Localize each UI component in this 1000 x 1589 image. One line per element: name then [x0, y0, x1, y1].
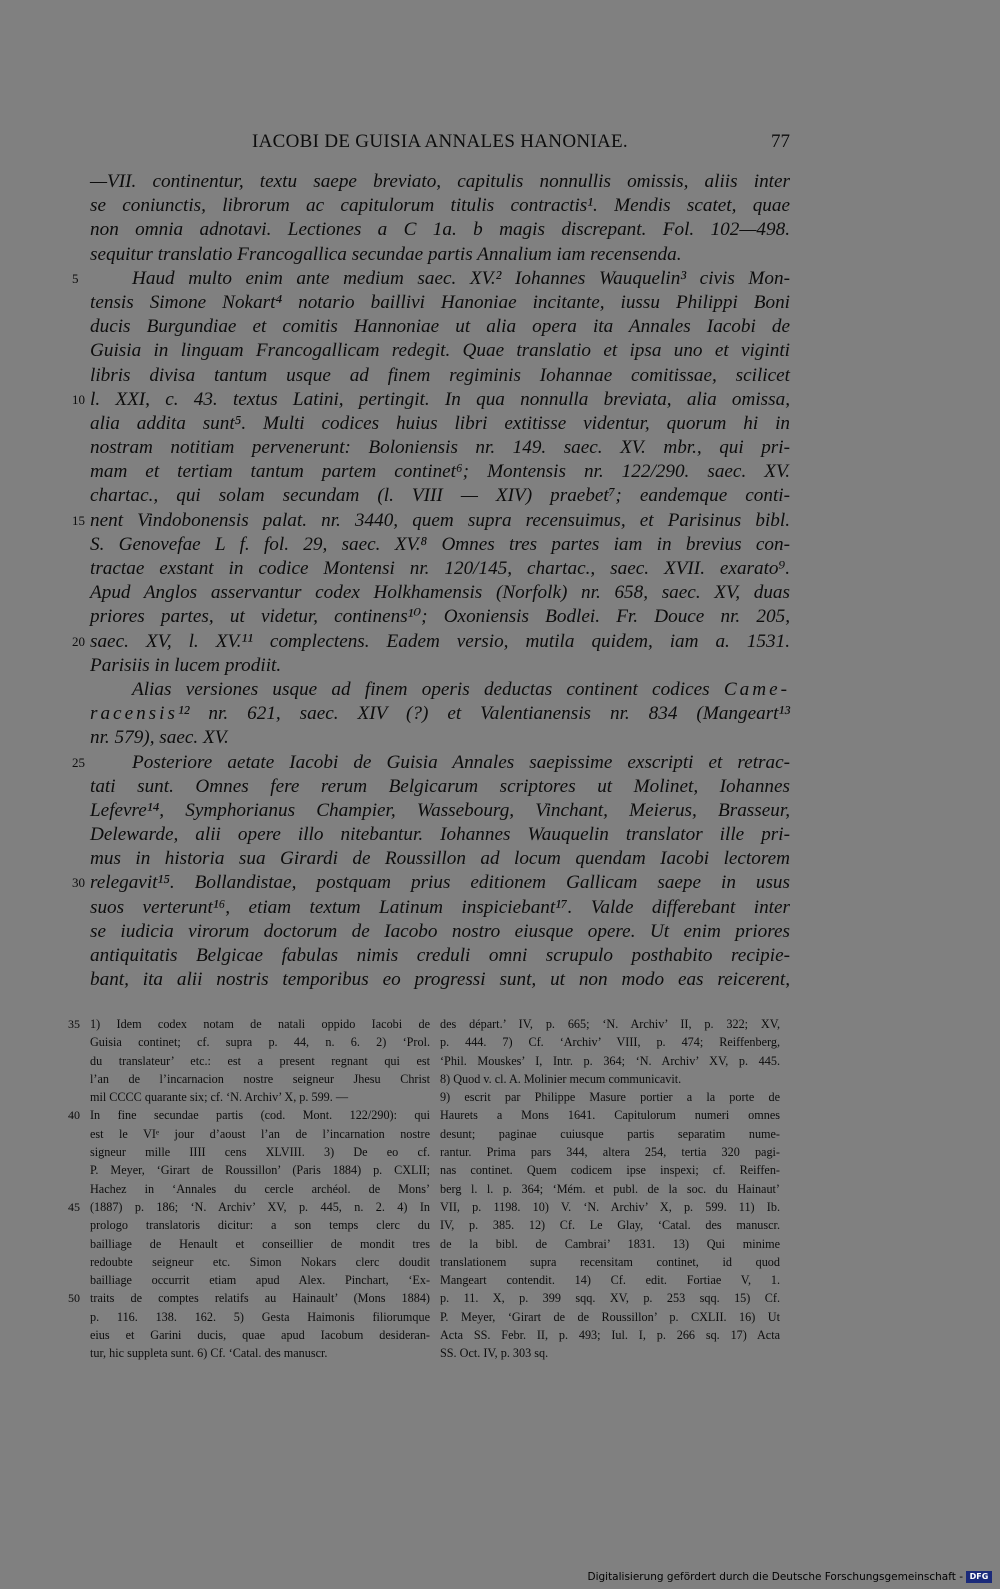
line-text: se coniunctis, librorum ac capitulorum titulis contractis¹. Mendis scatet, quae	[90, 195, 790, 217]
spaced-text: racensis	[90, 703, 178, 725]
line-text: P. Meyer, ‘Girart de Roussillon’ (Paris 1884) p. CXLII;	[90, 1163, 430, 1178]
text-line	[0, 412, 1000, 436]
line-text: (1887) p. 186; ‘N. Archiv’ XV, p. 445, n. 2. 4) In	[90, 1199, 430, 1214]
text-line	[0, 871, 1000, 895]
line-text: Guisia in linguam Francogallicam redegit. Quae translatio et ipsa uno et viginti	[90, 340, 790, 362]
line-text: ducis Burgundiae et comitis Hannoniae ut alia opera ita Annales Iacobi de	[90, 316, 790, 338]
line-text: est le VIᵉ jour d’aoust l’an de l’incarnation nostre	[90, 1126, 430, 1141]
text-line	[0, 170, 1000, 194]
main-text-block	[0, 170, 1000, 992]
text-line	[0, 218, 1000, 242]
line-text: Haud multo enim ante medium saec. XV.² Iohannes Wauquelin³ civis Mon-	[132, 267, 790, 289]
line-number: 40	[68, 1108, 80, 1123]
line-text: tati sunt. Omnes fere rerum Belgicarum scriptores ut Molinet, Iohannes	[90, 775, 790, 797]
line-text	[90, 702, 790, 726]
line-text: de la bibl. de Cambrai’ 1831. 13) Qui minime	[440, 1236, 780, 1251]
footnote-line	[90, 1271, 430, 1289]
spaced-text: Came-	[723, 678, 790, 700]
footnote-line	[440, 1070, 780, 1088]
text-line	[0, 291, 1000, 315]
text-line	[0, 364, 1000, 388]
footnote-line	[68, 1015, 430, 1033]
line-text: 9) escrit par Philippe Masure portier a la porte de	[440, 1090, 780, 1105]
text-line	[0, 968, 1000, 992]
text-line	[0, 533, 1000, 557]
text-line	[0, 847, 1000, 871]
footnote-line	[440, 1235, 780, 1253]
footnote-line	[90, 1070, 430, 1088]
footnote-line	[90, 1344, 430, 1362]
line-text: Apud Anglos asservantur codex Holkhamensis (Norfolk) nr. 658, saec. XV, duas	[90, 582, 790, 604]
text-line	[0, 194, 1000, 218]
text-line	[0, 630, 1000, 654]
line-text: Parisiis in lucem prodiit.	[90, 654, 282, 676]
line-text: non omnia adnotavi. Lectiones a C 1a. b magis discrepant. Fol. 102—498.	[90, 219, 790, 241]
line-text: Haurets a Mons 1641. Capitulorum numeri omnes	[440, 1108, 780, 1123]
line-text: Posteriore aetate Iacobi de Guisia Annales saepissime exscripti et retrac-	[132, 751, 790, 773]
line-text: p. 444. 7) Cf. ‘Archiv’ VIII, p. 474; Reiffenberg,	[440, 1035, 780, 1050]
line-text: tur, hic suppleta sunt. 6) Cf. ‘Catal. des manuscr.	[90, 1346, 328, 1361]
line-text: —VII. continentur, textu saepe breviato, capitulis nonnullis omissis, aliis inter	[90, 171, 790, 192]
text-line	[0, 751, 1000, 775]
text-line	[0, 775, 1000, 799]
text-line	[0, 678, 1000, 702]
dfg-credit	[587, 1571, 992, 1583]
line-text: translationem supra recensitam continet, id quod	[440, 1254, 780, 1269]
text-line	[0, 339, 1000, 363]
line-text: suos verterunt¹⁶, etiam textum Latinum inspiciebant¹⁷. Valde differebant inter	[90, 896, 790, 918]
footnote-line	[90, 1180, 430, 1198]
text-line	[0, 557, 1000, 581]
text-line	[0, 944, 1000, 968]
line-text: P. Meyer, ‘Girart de de Roussillon’ p. CXLII. 16) Ut	[440, 1309, 780, 1324]
line-text: eius et Garini ducis, quae apud Iacobum desideran-	[90, 1328, 430, 1343]
footnote-line	[90, 1308, 430, 1326]
line-number: 25	[72, 754, 85, 770]
footnote-line	[90, 1052, 430, 1070]
text-line	[0, 315, 1000, 339]
footnote-line	[90, 1253, 430, 1271]
footnote-line	[440, 1161, 780, 1179]
line-number: 10	[72, 391, 85, 407]
line-text: tensis Simone Nokart⁴ notario baillivi Hanoniae incitante, iussu Philippi Boni	[90, 291, 790, 313]
text-line	[0, 605, 1000, 629]
line-number: 35	[68, 1017, 80, 1031]
footnote-line	[90, 1088, 430, 1106]
dfg-credit-text: Digitalisierung gefördert durch die Deutsche Forschungsgemeinschaft -	[587, 1571, 963, 1583]
line-text: SS. Oct. IV, p. 303 sq.	[440, 1346, 549, 1361]
line-text: nr. 579), saec. XV.	[90, 727, 229, 749]
footnote-line	[440, 1216, 780, 1234]
footnote-line	[440, 1289, 780, 1307]
line-text: bailliage de Henault et conseillier de mondit tres	[90, 1236, 430, 1251]
footnote-line	[90, 1033, 430, 1051]
text-line	[0, 920, 1000, 944]
text-line	[0, 267, 1000, 291]
line-text: saec. XV, l. XV.¹¹ complectens. Eadem versio, mutila quidem, iam a. 1531.	[90, 630, 790, 652]
line-number: 20	[72, 633, 85, 649]
line-text: 8) Quod v. cl. A. Molinier mecum communicavit.	[440, 1071, 682, 1086]
line-text: mus in historia sua Girardi de Roussillon ad locum quendam Iacobi lectorem	[90, 848, 790, 870]
line-number: 30	[72, 875, 85, 891]
footnote-line	[90, 1235, 430, 1253]
line-text: nas continet. Quem codicem ipse inspexi; cf. Reiffen-	[440, 1163, 780, 1178]
text-line	[0, 388, 1000, 412]
line-text: Mangeart contendit. 14) Cf. edit. Fortiae V, 1.	[440, 1273, 780, 1288]
line-text: priores partes, ut videtur, continens¹⁰; Oxoniensis Bodlei. Fr. Douce nr. 205,	[90, 606, 790, 628]
footnote-line	[440, 1198, 780, 1216]
line-number: 15	[72, 512, 85, 528]
footnote-line	[68, 1106, 430, 1124]
footnote-line	[68, 1289, 430, 1307]
line-text: bant, ita alii nostris temporibus eo progressi sunt, ut non modo eas reicerent,	[90, 969, 790, 991]
footnote-line	[440, 1271, 780, 1289]
line-text: se iudicia virorum doctorum de Iacobo nostro eiusque opere. Ut enim priores	[90, 920, 790, 942]
line-text: Delewarde, alii opere illo nitebantur. Iohannes Wauquelin translator ille pri-	[90, 824, 790, 846]
line-text: berg l. l. p. 364; ‘Mém. et publ. de la soc. du Hainaut’	[440, 1181, 780, 1196]
line-text: l. XXI, c. 43. textus Latini, pertingit. In qua nonnulla breviata, alia omissa,	[90, 388, 790, 410]
text-line	[0, 484, 1000, 508]
text-line	[0, 654, 1000, 678]
footnote-line	[90, 1326, 430, 1344]
line-text: 1) Idem codex notam de natali oppido Iacobi de	[90, 1017, 430, 1031]
footnote-line	[440, 1125, 780, 1143]
line-text: du translateur’ etc.: est a present regnant qui est	[90, 1053, 430, 1068]
footnotes-right-column	[440, 1015, 780, 1363]
line-text: tractae exstant in codice Montensi nr. 120/145, chartac., saec. XVII. exarato⁹.	[90, 558, 790, 579]
line-text-part: ¹² nr. 621, saec. XIV (?) et Valentianensis nr. 834 (Mangeart¹³	[177, 703, 790, 725]
running-title: IACOBI DE GUISIA ANNALES HANONIAE.	[252, 131, 628, 152]
line-text: libris divisa tantum usque ad finem regiminis Iohannae comitissae, scilicet	[90, 364, 790, 386]
footnote-line	[440, 1180, 780, 1198]
footnote-line	[90, 1216, 430, 1234]
footnote-line	[440, 1106, 780, 1124]
line-text: redoubte seigneur etc. Simon Nokars clerc doudit	[90, 1254, 430, 1269]
line-text: alia addita sunt⁵. Multi codices huius libri extitisse videntur, quorum hi in	[90, 412, 790, 434]
line-text	[132, 678, 790, 702]
line-text: VII, p. 1198. 10) V. ‘N. Archiv’ X, p. 599. 11) Ib.	[440, 1199, 780, 1214]
text-line	[0, 896, 1000, 920]
text-line	[0, 702, 1000, 726]
line-text: Lefevre¹⁴, Symphorianus Champier, Wassebourg, Vinchant, Meierus, Brasseur,	[90, 799, 790, 821]
page-number: 77	[771, 131, 790, 152]
line-text: Hachez in ‘Annales du cercle archéol. de Mons’	[90, 1181, 430, 1196]
text-line	[0, 823, 1000, 847]
line-text: signeur mille IIII cens XLVIII. 3) De eo cf.	[90, 1145, 430, 1160]
line-text: Acta SS. Febr. II, p. 493; Iul. I, p. 266 sq. 17) Acta	[440, 1328, 780, 1343]
dfg-logo: DFG	[966, 1571, 992, 1583]
line-text-part: Alias versiones usque ad finem operis deductas continent codices	[132, 678, 724, 700]
page-header	[90, 131, 790, 157]
line-text: IV, p. 385. 12) Cf. Le Glay, ‘Catal. des manuscr.	[440, 1218, 780, 1233]
footnote-line	[90, 1125, 430, 1143]
line-text: l’an de l’incarnacion nostre seigneur Jhesu Christ	[90, 1071, 430, 1086]
footnote-line	[90, 1143, 430, 1161]
line-text: mil CCCC quarante six; cf. ‘N. Archiv’ X, p. 599. —	[90, 1090, 349, 1105]
line-text: ‘Phil. Mouskes’ I, Intr. p. 364; ‘N. Archiv’ XV, p. 445.	[440, 1053, 780, 1068]
footnote-line	[440, 1015, 780, 1033]
line-text: desunt; paginae cuiusque partis separatim nume-	[440, 1126, 780, 1141]
line-text: bailliage occurrit etiam apud Alex. Pinchart, ‘Ex-	[90, 1273, 430, 1288]
footnote-line	[440, 1052, 780, 1070]
line-text: nent Vindobonensis palat. nr. 3440, quem supra recensuimus, et Parisinus bibl.	[90, 509, 790, 531]
line-number: 50	[68, 1291, 80, 1306]
text-line	[0, 509, 1000, 533]
text-line	[0, 460, 1000, 484]
text-line	[0, 726, 1000, 750]
footnote-line	[440, 1033, 780, 1051]
footnote-line	[440, 1088, 780, 1106]
footnotes-left-column	[68, 1015, 430, 1363]
line-text: nostram notitiam pervenerunt: Boloniensis nr. 149. saec. XV. mbr., qui pri-	[90, 437, 790, 459]
line-text: mam et tertiam tantum partem continet⁶; Montensis nr. 122/290. saec. XV.	[90, 461, 790, 483]
text-line	[0, 436, 1000, 460]
line-text: des départ.’ IV, p. 665; ‘N. Archiv’ II, p. 322; XV,	[440, 1017, 780, 1031]
line-text: p. 116. 138. 162. 5) Gesta Haimonis filiorumque	[90, 1309, 430, 1324]
text-line	[0, 799, 1000, 823]
footnote-line	[440, 1253, 780, 1271]
line-text: In fine secundae partis (cod. Mont. 122/290): qui	[90, 1108, 430, 1123]
line-number: 45	[68, 1199, 80, 1214]
line-text: rantur. Prima pars 344, altera 254, tertia 320 pagi-	[440, 1145, 780, 1160]
line-text: relegavit¹⁵. Bollandistae, postquam prius editionem Gallicam saepe in usus	[90, 872, 790, 894]
footnote-line	[440, 1308, 780, 1326]
line-text: prologo translatoris dicitur: a son temps clerc du	[90, 1218, 430, 1233]
footnote-line	[90, 1161, 430, 1179]
text-line	[0, 581, 1000, 605]
line-text: chartac., qui solam secundam (l. VIII — XIV) praebet⁷; eandemque conti-	[90, 485, 790, 507]
line-text: antiquitatis Belgicae fabulas nimis creduli omni scrupulo posthabito recipie-	[90, 945, 790, 966]
footnote-line	[440, 1326, 780, 1344]
footnote-line	[440, 1143, 780, 1161]
footnote-line	[68, 1198, 430, 1216]
line-number: 5	[72, 270, 79, 286]
line-text: sequitur translatio Francogallica secundae partis Annalium iam recensenda.	[90, 243, 682, 265]
line-text: S. Genovefae L f. fol. 29, saec. XV.⁸ Omnes tres partes iam in brevius con-	[90, 533, 790, 555]
line-text: traits de comptes relatifs au Hainault’ (Mons 1884)	[90, 1291, 430, 1306]
line-text: p. 11. X, p. 399 sqq. XV, p. 253 sqq. 15) Cf.	[440, 1291, 780, 1306]
text-line	[0, 243, 1000, 267]
footnote-line	[440, 1344, 780, 1362]
line-text: Guisia continet; cf. supra p. 44, n. 6. 2) ‘Prol.	[90, 1035, 430, 1050]
